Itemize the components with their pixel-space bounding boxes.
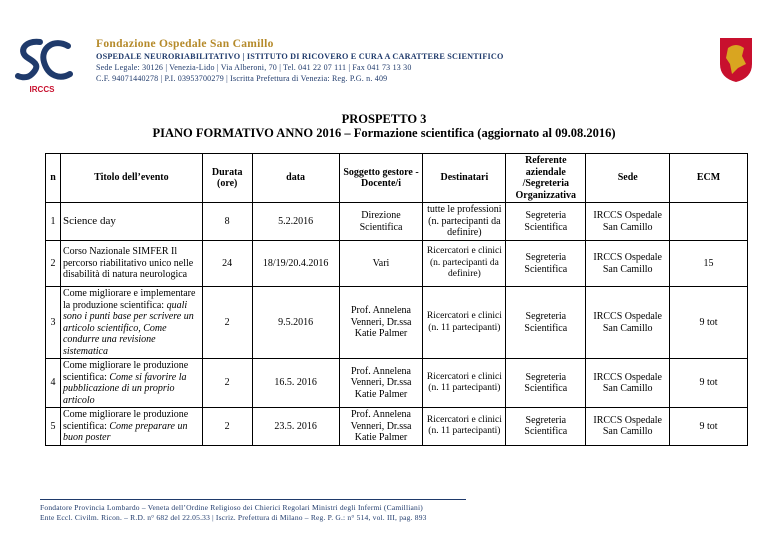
table-row bbox=[46, 359, 748, 408]
cell-sede: IRCCS Ospedale San Camillo bbox=[586, 241, 670, 287]
cell-referente: Segreteria Scientifica bbox=[506, 408, 586, 446]
cell-ecm: 15 bbox=[670, 241, 748, 287]
cell-referente: Segreteria Scientifica bbox=[506, 241, 586, 287]
cell-destinatari: Ricercatori e clinici (n. partecipanti da definire) bbox=[423, 241, 506, 287]
irccs-badge: IRCCS bbox=[29, 85, 55, 94]
cell-data: 18/19/20.4.2016 bbox=[252, 241, 339, 287]
header-sede: Sede bbox=[586, 154, 670, 203]
cell-data: 23.5. 2016 bbox=[252, 408, 339, 446]
cell-soggetto: Prof. Annelena Venneri, Dr.ssa Katie Palmer bbox=[339, 359, 423, 408]
legal-address: Sede Legale: 30126 | Venezia-Lido | Via Alberoni, 70 | Tel. 041 22 07 111 | Fax 041 73 13 30 bbox=[96, 63, 412, 72]
table-row bbox=[46, 203, 748, 241]
cell-sede: IRCCS Ospedale San Camillo bbox=[586, 359, 670, 408]
cell-n: 5 bbox=[46, 408, 61, 446]
cell-data: 5.2.2016 bbox=[252, 203, 339, 241]
document-title: PIANO FORMATIVO ANNO 2016 – Formazione scientifica (aggiornato al 09.08.2016) bbox=[152, 126, 616, 140]
footer-registration: Ente Eccl. Civilm. Ricon. – R.D. n° 682 del 22.05.33 | Iscriz. Prefettura di Milano – Reg. P. G.: n° 514, vol. III, pag. 893 bbox=[40, 513, 427, 522]
footer bbox=[40, 503, 740, 523]
cell-ecm: 9 tot bbox=[670, 287, 748, 359]
cell-data: 9.5.2016 bbox=[252, 287, 339, 359]
cell-referente: Segreteria Scientifica bbox=[506, 359, 586, 408]
cell-n: 1 bbox=[46, 203, 61, 241]
cell-destinatari: Ricercatori e clinici (n. 11 partecipanti) bbox=[423, 359, 506, 408]
cell-durata: 24 bbox=[202, 241, 252, 287]
cell-sede: IRCCS Ospedale San Camillo bbox=[586, 408, 670, 446]
cell-soggetto: Vari bbox=[339, 241, 423, 287]
cell-titolo: Come migliorare le produzione scientifica: Come si favorire la pubblicazione di un proprio articolo bbox=[60, 359, 202, 408]
document-number: PROSPETTO 3 bbox=[341, 112, 427, 126]
institution-header bbox=[96, 38, 516, 84]
cell-data: 16.5. 2016 bbox=[252, 359, 339, 408]
header-ecm: ECM bbox=[670, 154, 748, 203]
table-header-row bbox=[46, 154, 748, 203]
cell-destinatari: tutte le professioni (n. partecipanti da definire) bbox=[423, 203, 506, 241]
header-soggetto: Soggetto gestore - Docente/i bbox=[339, 154, 423, 203]
header-titolo: Titolo dell’evento bbox=[60, 154, 202, 203]
footer-founder: Fondatore Provincia Lombardo – Veneta dell’Ordine Religioso dei Chierici Regolari Ministri degli Infermi (Camilliani) bbox=[40, 503, 423, 512]
header-destinatari: Destinatari bbox=[423, 154, 506, 203]
fiscal-info: C.F. 94071440278 | P.I. 03953700279 | Iscritta Prefettura di Venezia: Reg. P.G. n. 409 bbox=[96, 74, 388, 83]
cell-durata: 8 bbox=[202, 203, 252, 241]
cell-sede: IRCCS Ospedale San Camillo bbox=[586, 203, 670, 241]
cell-soggetto: Prof. Annelena Venneri, Dr.ssa Katie Palmer bbox=[339, 287, 423, 359]
hospital-description: OSPEDALE NEURORIABILITATIVO | ISTITUTO DI RICOVERO E CURA A CARATTERE SCIENTIFICO bbox=[96, 52, 504, 61]
cell-durata: 2 bbox=[202, 287, 252, 359]
cell-titolo: Corso Nazionale SIMFER Il percorso riabilitativo unico nelle disabilità di natura neurologica bbox=[60, 241, 202, 287]
cell-referente: Segreteria Scientifica bbox=[506, 203, 586, 241]
header-durata: Durata (ore) bbox=[202, 154, 252, 203]
table-row bbox=[46, 287, 748, 359]
cell-titolo: Science day bbox=[60, 203, 202, 241]
cell-ecm: 9 tot bbox=[670, 408, 748, 446]
cell-referente: Segreteria Scientifica bbox=[506, 287, 586, 359]
header-referente: Referente aziendale /Segreteria Organizzativa bbox=[506, 154, 586, 203]
sc-logo bbox=[10, 36, 74, 96]
cell-n: 2 bbox=[46, 241, 61, 287]
cell-soggetto: Direzione Scientifica bbox=[339, 203, 423, 241]
cell-sede: IRCCS Ospedale San Camillo bbox=[586, 287, 670, 359]
training-plan-table bbox=[45, 153, 748, 446]
footer-divider bbox=[40, 499, 466, 500]
header-n: n bbox=[46, 154, 61, 203]
table-row bbox=[46, 408, 748, 446]
header-data: data bbox=[252, 154, 339, 203]
cell-soggetto: Prof. Annelena Venneri, Dr.ssa Katie Palmer bbox=[339, 408, 423, 446]
foundation-name: Fondazione Ospedale San Camillo bbox=[96, 38, 274, 50]
cell-ecm: 9 tot bbox=[670, 359, 748, 408]
cell-durata: 2 bbox=[202, 359, 252, 408]
cell-destinatari: Ricercatori e clinici (n. 11 partecipanti) bbox=[423, 408, 506, 446]
cell-titolo: Come migliorare le produzione scientifica: Come preparare un buon poster bbox=[60, 408, 202, 446]
table-row bbox=[46, 241, 748, 287]
lion-emblem-icon bbox=[716, 34, 756, 84]
cell-n: 3 bbox=[46, 287, 61, 359]
cell-titolo: Come migliorare e implementare la produzione scientifica: quali sono i punti base per scrivere un articolo scientifico, Come condurre una revisione sistematica bbox=[60, 287, 202, 359]
cell-durata: 2 bbox=[202, 408, 252, 446]
cell-destinatari: Ricercatori e clinici (n. 11 partecipanti) bbox=[423, 287, 506, 359]
cell-ecm bbox=[670, 203, 748, 241]
cell-n: 4 bbox=[46, 359, 61, 408]
